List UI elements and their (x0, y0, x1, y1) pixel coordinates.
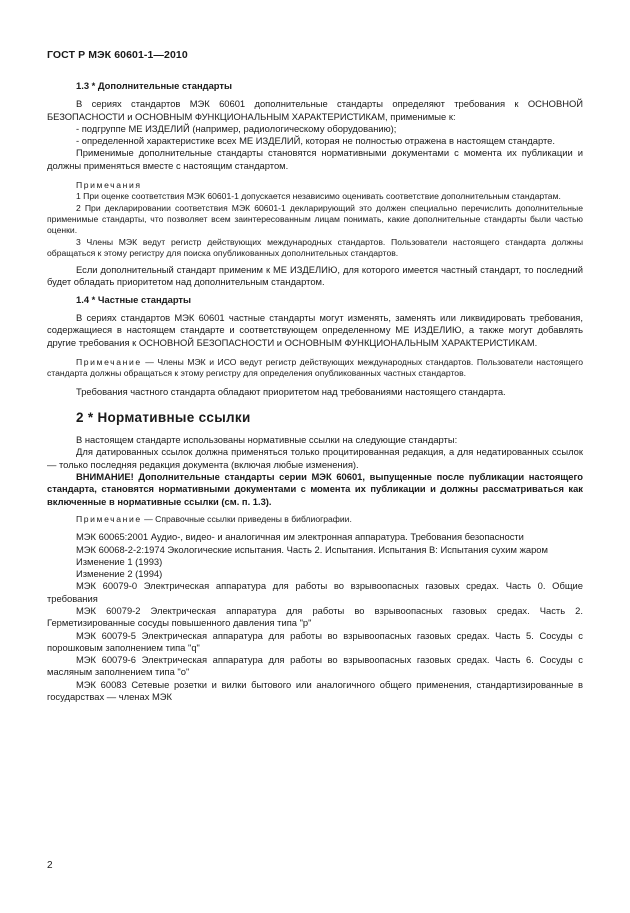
page-header: ГОСТ Р МЭК 60601-1—2010 (47, 49, 188, 61)
reference-item: МЭК 60079-6 Электрическая аппаратура для работы во взрывоопасных газовых средах. Часть 6. Сосуды с масляным заполнением типа "о" (47, 654, 583, 678)
section-heading: 2 * Нормативные ссылки (76, 409, 251, 425)
note-label: Примечание (76, 356, 142, 367)
reference-item: МЭК 60079-5 Электрическая аппаратура для работы во взрывоопасных газовых средах. Часть 5. Сосуды с порошковым заполнением типа "q" (47, 629, 583, 653)
paragraph: Применимые дополнительные стандарты становятся нормативными документами с момента их публикации и должны применяться вместе с настоящим стандартом. (47, 147, 583, 171)
note (47, 514, 583, 525)
reference-item: МЭК 60068-2-2:1974 Экологические испытания. Часть 2. Испытания. Испытания В: Испытания сухим жаром (76, 543, 548, 555)
note: 1 При оценке соответствия МЭК 60601-1 допускается независимо оценивать соответствие дополнительным стандартам. (76, 191, 561, 202)
note: 3 Члены МЭК ведут регистр действующих международных стандартов. Пользователи настоящего стандарта должны обращаться к этому регистру для поиска опубликованных дополнительных стандартов. (47, 236, 583, 258)
list-item: - определенной характеристике всех МЕ ИЗДЕЛИЙ, которая не полностью отражена в настоящем стандарте. (76, 135, 555, 147)
page-body (47, 80, 583, 703)
note-text: — Члены МЭК и ИСО ведут регистр действующих международных стандартов. Пользователи настоящего стандарта должны обращаться к этому регистру для определения опубликованных частных стандартов. (47, 356, 583, 379)
reference-amendment: Изменение 2 (1994) (76, 568, 163, 580)
warning-paragraph: ВНИМАНИЕ! Дополнительные стандарты серии МЭК 60601, выпущенные после публикации настоящего стандарта, становятся нормативными документами с момента их публикации и должны рассматриваться как включенные в нормативные ссылки (см. п. 1.3). (47, 471, 583, 507)
list-item: - подгруппе МЕ ИЗДЕЛИЙ (например, радиологическому оборудованию); (76, 122, 397, 134)
paragraph: Для датированных ссылок должна применяться только процитированная редакция, а для недатированных ссылок — только последняя редакция документа (включая любые изменения). (47, 446, 583, 470)
section-heading: 1.3 * Дополнительные стандарты (76, 80, 233, 91)
paragraph: Если дополнительный стандарт применим к МЕ ИЗДЕЛИЮ, для которого имеется частный стандарт, то последний будет обладать приоритетом над дополнительным стандартом. (47, 264, 583, 288)
note-label: Примечания (76, 180, 142, 191)
paragraph: В настоящем стандарте использованы нормативные ссылки на следующие стандарты: (76, 434, 458, 446)
section-heading: 1.4 * Частные стандарты (76, 293, 192, 305)
page-number: 2 (47, 860, 53, 871)
paragraph: Требования частного стандарта обладают приоритетом над требованиями настоящего стандарта. (76, 385, 506, 397)
note-text: — Справочные ссылки приведены в библиографии. (141, 513, 352, 524)
reference-amendment: Изменение 1 (1993) (76, 555, 163, 567)
paragraph: В сериях стандартов МЭК 60601 дополнительные стандарты определяют требования к ОСНОВНОЙ БЕЗОПАСНОСТИ и ОСНОВНЫМ ФУНКЦИОНАЛЬНЫМ ХАРАКТЕРИСТИКАМ, применимые к: (47, 98, 583, 122)
note-label: Примечание (76, 513, 142, 524)
note (47, 357, 583, 380)
reference-item: МЭК 60065:2001 Аудио-, видео- и аналогичная им электронная аппаратура. Требования безопасности (76, 531, 524, 543)
reference-item: МЭК 60079-2 Электрическая аппаратура для работы во взрывоопасных газовых средах. Часть 2. Герметизированные сосуды повышенного давления типа "р" (47, 604, 583, 629)
reference-item: МЭК 60083 Сетевые розетки и вилки бытового или аналогичного общего применения, стандартизированные в государствах — членах МЭК (47, 678, 583, 703)
note: 2 При декларировании соответствия МЭК 60601-1 декларирующий это должен специально перечислить дополнительные применимые стандарты, что позволяет всем заинтересованным лицам понимать, какие дополнительные стандарты были частью оценки. (47, 202, 583, 236)
paragraph: В сериях стандартов МЭК 60601 частные стандарты могут изменять, заменять или ликвидировать требования, содержащиеся в настоящем стандарте и соответствующем определенному МЕ ИЗДЕЛИЮ, а также могут добавлять другие требования к ОСНОВНОЙ БЕЗОПАСНОСТИ и ОСНОВНЫМ ФУНКЦИОНАЛЬНЫМ ХАРАКТЕРИСТИКАМ. (47, 312, 583, 348)
reference-item: МЭК 60079-0 Электрическая аппаратура для работы во взрывоопасных газовых средах. Часть 0. Общие требования (47, 580, 583, 604)
